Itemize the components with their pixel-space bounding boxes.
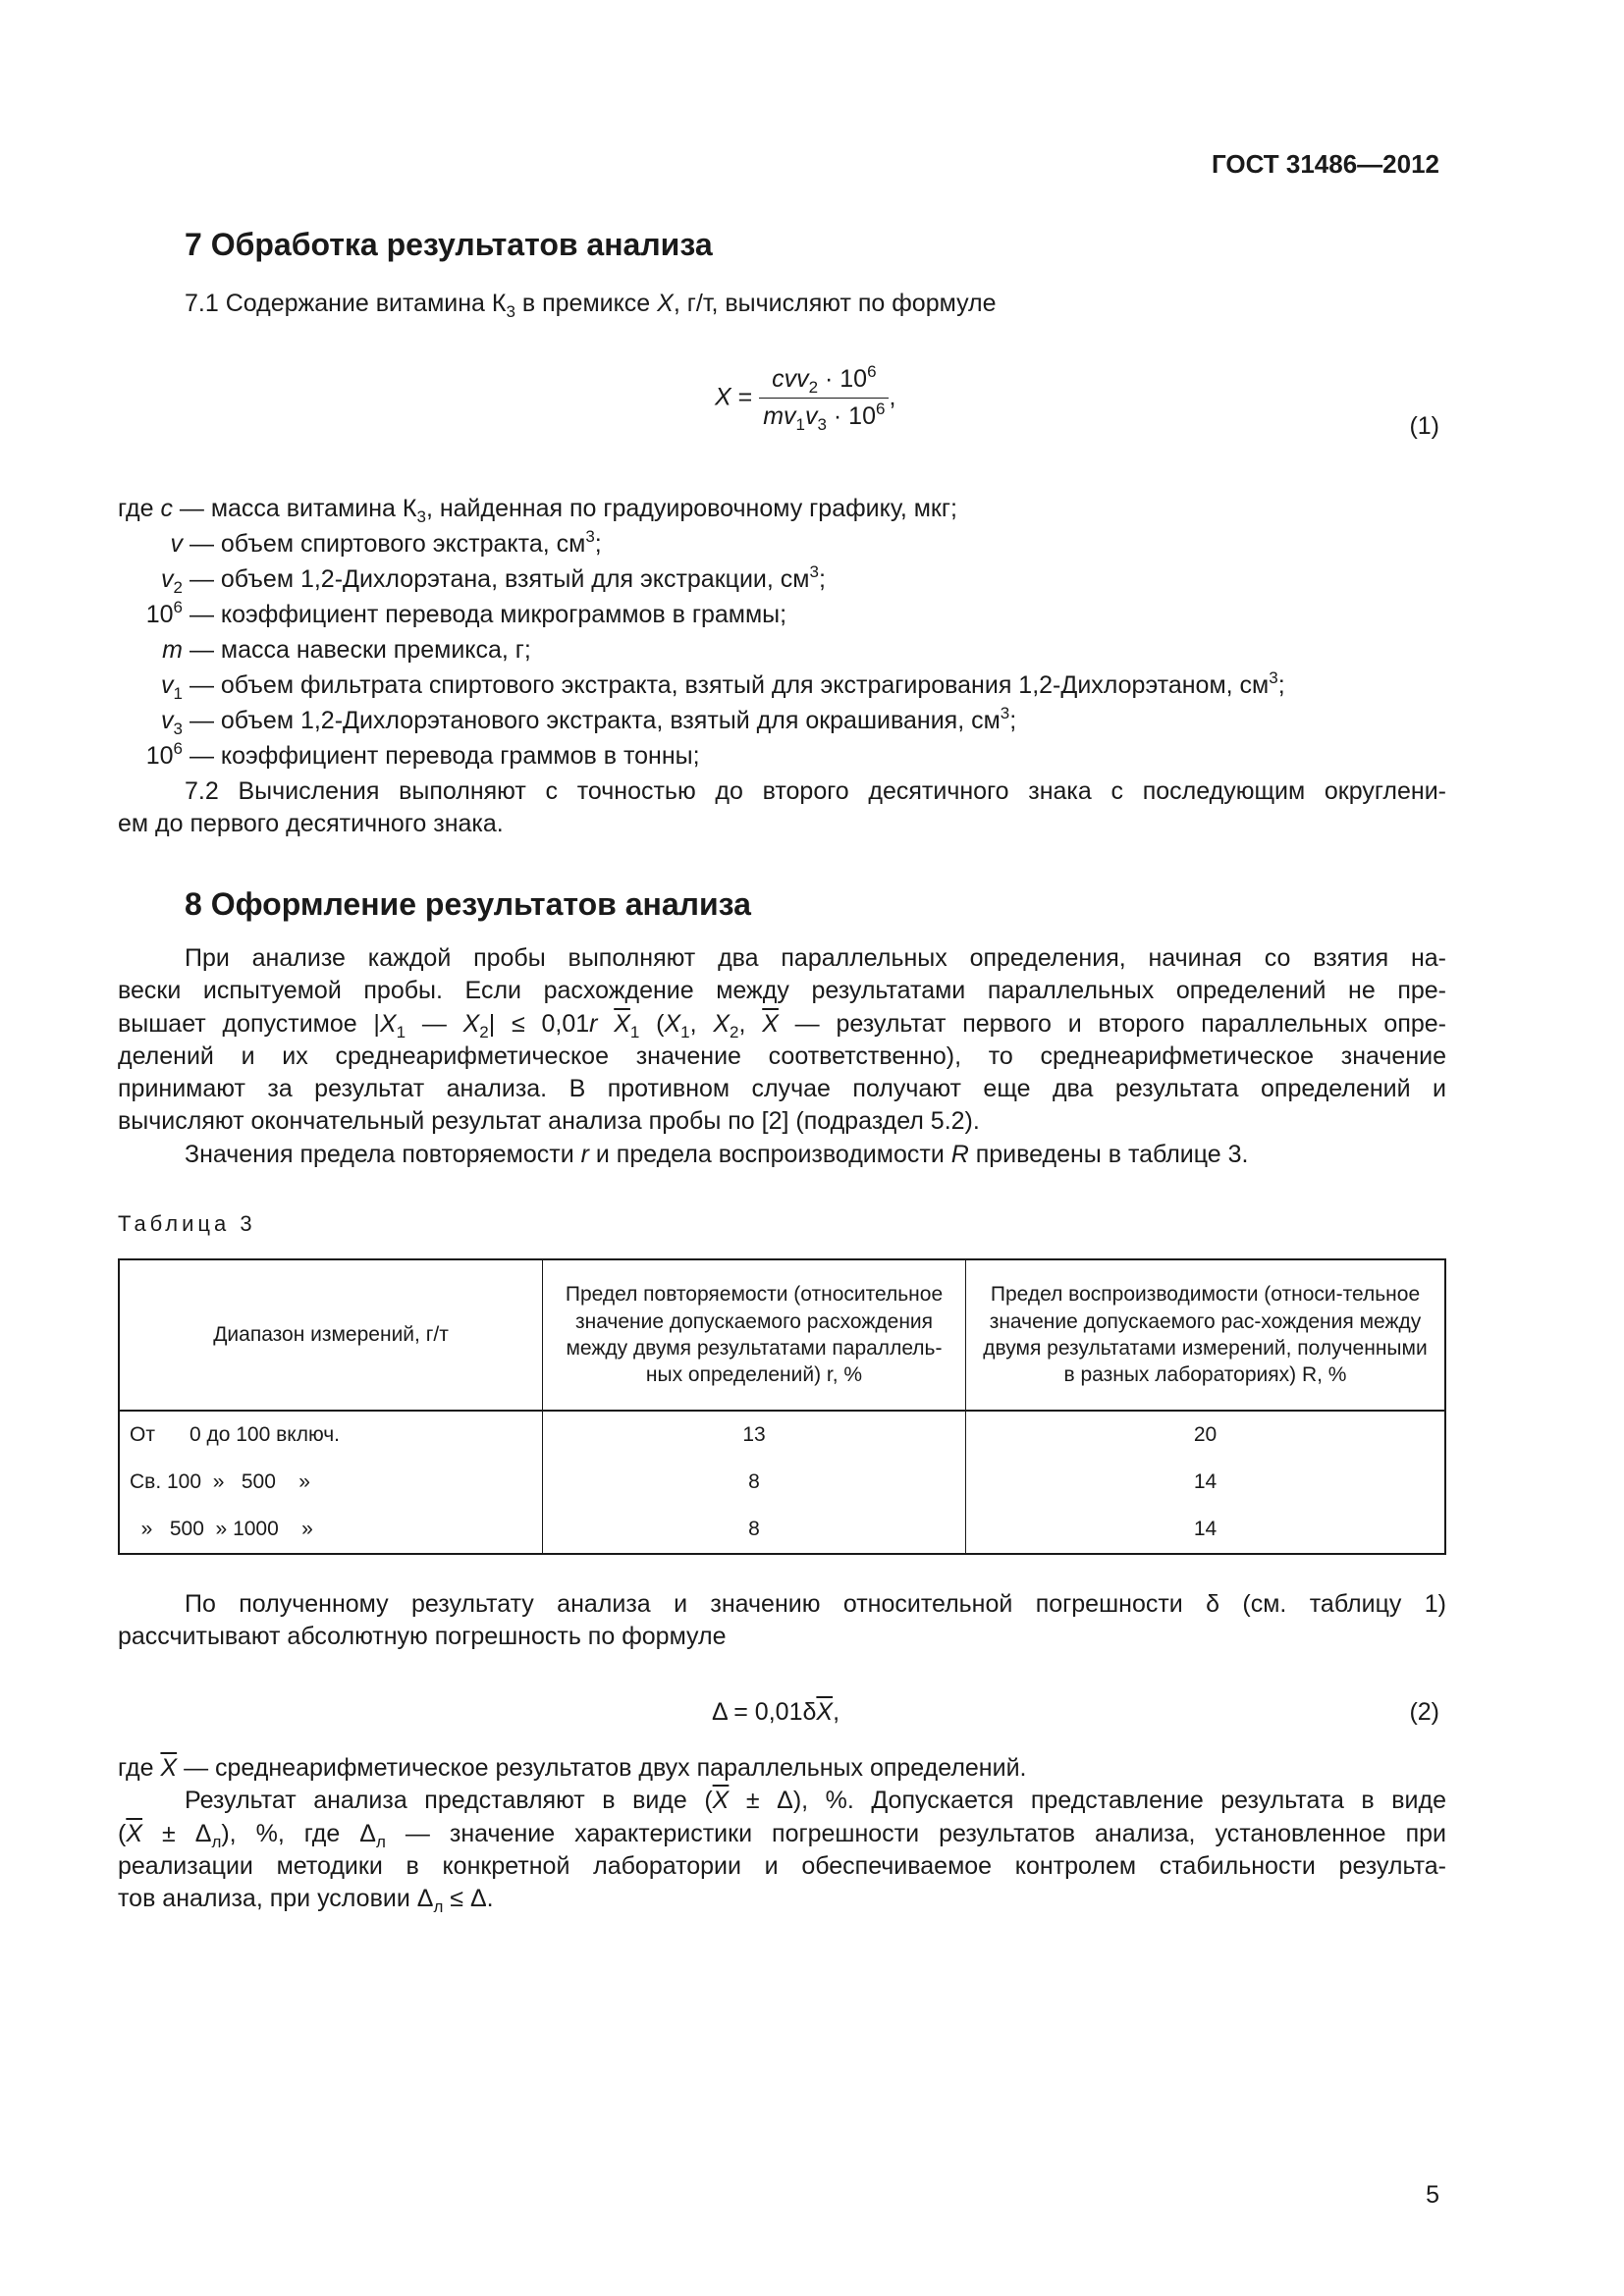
formula-1-fraction: $\frac{cvv_2 \cdot 10^6}{mv_1v_3 \cdot 10^6}$ bbox=[759, 363, 889, 434]
def-coef-1: $10^6$ — коэффициент перевода микрограммов в граммы; bbox=[145, 598, 787, 628]
paragraph-8-1-formula-line: вышает допустимое $|X_1$ — $X_2| \le 0,01r$ $\overline{X}_1$ ($X_1$, $X_2$, $\overline{X}$ — результат первого и второго параллельных опре- bbox=[118, 1009, 1446, 1041]
paragraph-8-2: Значения предела повторяемости r и предела воспроизводимости R приведены в таблице 3. bbox=[185, 1140, 1249, 1168]
table-header-range: Диапазон измерений, г/т bbox=[119, 1259, 543, 1411]
paragraph-7-1: 7.1 Содержание витамина $К_3$ в премиксе X, г/т, вычисляют по формуле bbox=[185, 290, 997, 321]
table-caption: Таблица 3 bbox=[118, 1211, 256, 1236]
formula-2: $\Delta = 0,01\delta\overline{X}$, bbox=[712, 1698, 840, 1726]
def-v3: $v_3$ — объем 1,2-Дихлорэтанового экстракта, взятый для окрашивания, $см^3$; bbox=[161, 704, 1017, 738]
def-v1: $v_1$ — объем фильтрата спиртового экстракта, взятый для экстрагирования 1,2-Дихлорэтаном, $см^3$; bbox=[161, 668, 1285, 703]
formula-2-number: (2) bbox=[1409, 1698, 1439, 1726]
formula-1-number: (1) bbox=[1409, 412, 1439, 440]
paragraph-8-3: По полученному результату анализа и значению относительной погрешности δ (см. таблицу 1) рассчитывают абсолютную погрешность по формуле bbox=[118, 1590, 1446, 1651]
paragraph-8-4: где $\overline{X}$ — среднеарифметическое результатов двух параллельных определений. Результат анализа представляют в виде $(\overline{X} \pm \Delta)$, %. Допускается представление результата в виде $(\overline{X} \pm \Delta_л)$, %, где $\Delta_л$ — значение характеристики погрешности результатов анализа, установленное при реализации методики в конкретной лаборатории и обеспечиваемое контролем стабильности результа- тов анализа, при условии $\Delta_л \le \Delta$. bbox=[118, 1754, 1446, 1916]
definition-xbar: где $\overline{X}$ — среднеарифметическое результатов двух параллельных определений. bbox=[118, 1754, 1027, 1782]
table-row: » 500 » 1000 » 8 14 bbox=[119, 1506, 1445, 1554]
def-c: где c — масса витамина $К_3$, найденная по градуировочному графику, мкг; bbox=[118, 495, 957, 526]
table-3 bbox=[118, 1258, 1446, 1555]
section-8-title: 8 Оформление результатов анализа bbox=[185, 886, 751, 922]
table-header-repeatability: Предел повторяемости (относительное значение допускаемого расхождения между двумя результатами параллель-ных определений) r, % bbox=[543, 1259, 966, 1411]
table-row: От 0 до 100 включ. 13 20 bbox=[119, 1411, 1445, 1459]
standard-header: ГОСТ 31486—2012 bbox=[1212, 149, 1439, 179]
table-header-row bbox=[119, 1259, 1445, 1411]
paragraph-8-1: При анализе каждой пробы выполняют два параллельных определения, начиная со взятия на- вески испытуемой пробы. Если расхождение между результатами параллельных определений не пре- вышает допустимое $|X_1$ — $X_2| \le 0,01r$ $\overline{X}_1$ ($X_1$, $X_2$, $\overline{X}$ — результат первого и второго параллельных опре- делений и их среднеарифметическое значение соответственно), то среднеарифметическое значение принимают за результат анализа. В противном случае получают еще два результата определений и вычисляют окончательный результат анализа пробы по [2] (подраздел 5.2). Значения предела повторяемости r и предела воспроизводимости R приведены в таблице 3. bbox=[118, 942, 1446, 1171]
page-number: 5 bbox=[1426, 2181, 1439, 2209]
variable-definitions bbox=[118, 491, 1285, 774]
paragraph-7-2: 7.2 Вычисления выполняют с точностью до второго десятичного знака с последующим округлени- ем до первого десятичного знака. bbox=[118, 777, 1446, 838]
formula-1: X = $\frac{cvv_2 \cdot 10^6}{mv_1v_3 \cdot 10^6}$ , bbox=[715, 362, 896, 435]
def-v: v — объем спиртового экстракта, $см^3$; bbox=[170, 527, 602, 558]
section-7-title: 7 Обработка результатов анализа bbox=[185, 227, 713, 262]
table-row: Св. 100 » 500 » 8 14 bbox=[119, 1459, 1445, 1506]
def-m: m — масса навески премикса, г; bbox=[162, 636, 531, 664]
def-coef-2: $10^6$ — коэффициент перевода граммов в тонны; bbox=[145, 739, 700, 770]
table-header-reproducibility: Предел воспроизводимости (относи-тельное значение допускаемого рас-хождения между двумя результатами измерений, полученными в разных лабораториях) R, % bbox=[966, 1259, 1446, 1411]
def-v2: $v_2$ — объем 1,2-Дихлорэтана, взятый для экстракции, $см^3$; bbox=[161, 562, 826, 597]
